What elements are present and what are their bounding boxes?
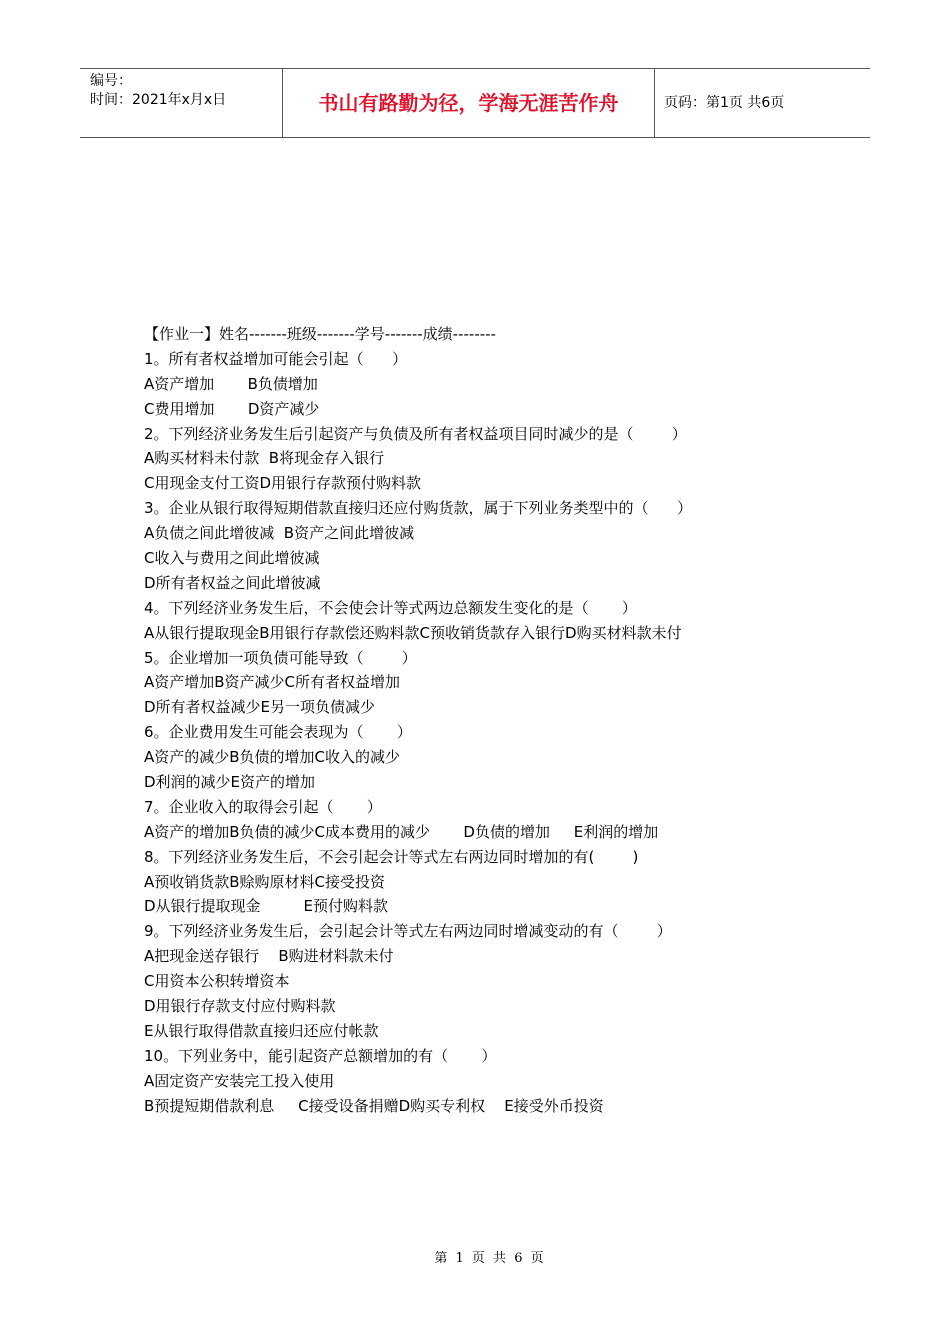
question-line: 9。下列经济业务发生后，会引起会计等式左右两边同时增减变动的有（ ） [144, 922, 672, 941]
option-line: A资产增加B资产减少C所有者权益增加 [144, 673, 401, 692]
option-line: A购买材料未付款 B将现金存入银行 [144, 449, 385, 468]
option-line: C收入与费用之间此增彼减 [144, 549, 320, 568]
question-line: 6。企业费用发生可能会表现为（ ） [144, 723, 412, 742]
option-line: A预收销货款B赊购原材料C接受投资 [144, 872, 386, 891]
document-time-label: 时间：2021年x月x日 [90, 92, 227, 108]
header-meta [90, 72, 226, 110]
option-line: B预提短期借款利息 C接受设备捐赠D购买专利权 E接受外币投资 [144, 1096, 604, 1115]
question-line: 3。企业从银行取得短期借款直接归还应付购货款，属于下列业务类型中的（ ） [144, 499, 693, 518]
option-line: D所有者权益减少E另一项负债减少 [144, 698, 376, 717]
homework-title: 【作业一】姓名-------班级-------学号-------成绩-------- [144, 325, 496, 343]
header-divider [654, 69, 655, 137]
question-line: 5。企业增加一项负债可能导致（ ） [144, 648, 417, 667]
option-line: A从银行提取现金B用银行存款偿还购料款C预收销货款存入银行D购买材料款未付 [144, 623, 682, 642]
homework-content [144, 322, 844, 1119]
question-line: 10。下列业务中，能引起资产总额增加的有（ ） [144, 1046, 497, 1065]
option-line: D用银行存款支付应付购料款 [144, 997, 336, 1016]
option-line: C用资本公积转增资本 [144, 972, 290, 991]
option-line: A负债之间此增彼减 B资产之间此增彼减 [144, 524, 415, 543]
question-line: 7。企业收入的取得会引起（ ） [144, 797, 382, 816]
question-line: 2。下列经济业务发生后引起资产与负债及所有者权益项目同时减少的是（ ） [144, 424, 687, 443]
question-line: 8。下列经济业务发生后，不会引起会计等式左右两边同时增加的有( ) [144, 847, 639, 866]
page-footer: 第 1 页 共 6 页 [434, 1251, 546, 1266]
document-header [80, 68, 870, 138]
option-line: A资产增加 B负债增加 [144, 374, 318, 393]
option-line: A资产的减少B负债的增加C收入的减少 [144, 748, 401, 767]
option-line: A把现金送存银行 B购进材料款未付 [144, 947, 394, 966]
option-line: D从银行提取现金 E预付购料款 [144, 897, 388, 916]
document-number-label: 编号： [90, 73, 132, 89]
option-line: E从银行取得借款直接归还应付帐款 [144, 1021, 379, 1040]
header-page-code: 页码：第1页 共6页 [664, 95, 785, 111]
option-line: D利润的减少E资产的增加 [144, 773, 316, 792]
option-line: A资产的增加B负债的减少C成本费用的减少 D负债的增加 E利润的增加 [144, 822, 659, 841]
header-motto: 书山有路勤为径，学海无涯苦作舟 [318, 91, 619, 115]
option-line: D所有者权益之间此增彼减 [144, 573, 321, 592]
question-line: 4。下列经济业务发生后，不会使会计等式两边总额发生变化的是（ ） [144, 598, 637, 617]
option-line: C费用增加 D资产减少 [144, 399, 320, 418]
option-line: C用现金支付工资D用银行存款预付购料款 [144, 474, 422, 493]
option-line: A固定资产安装完工投入使用 [144, 1071, 335, 1090]
question-line: 1。所有者权益增加可能会引起（ ） [144, 349, 408, 368]
